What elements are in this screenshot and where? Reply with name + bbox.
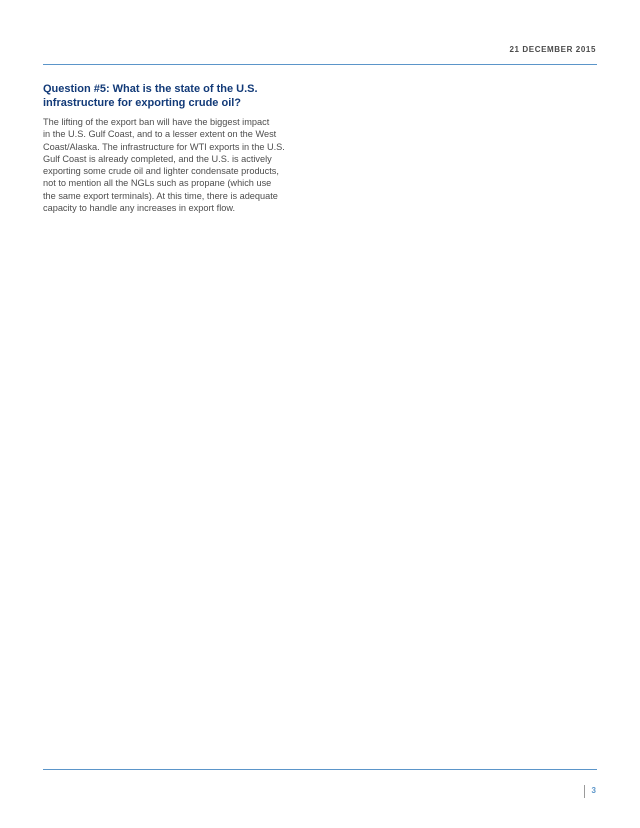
question-heading-line: Question #5: What is the state of the U.S.: [43, 83, 258, 95]
page-number: 3: [591, 786, 596, 795]
paragraph-line: capacity to handle any increases in export flow.: [43, 203, 236, 214]
header-divider: [43, 64, 597, 65]
paragraph-line: Coast/Alaska. The infrastructure for WTI exports in the U.S.: [43, 141, 285, 152]
paragraph-line: not to mention all the NGLs such as propane (which use: [43, 178, 272, 189]
paragraph-line: The lifting of the export ban will have the biggest impact: [43, 117, 270, 127]
paragraph-line: Gulf Coast is already completed, and the U.S. is actively: [43, 153, 272, 164]
report-date: 21 DECEMBER 2015: [509, 45, 596, 54]
question-heading-line: infrastructure for exporting crude oil?: [43, 96, 242, 109]
footer-divider: [43, 769, 597, 770]
page-number-separator: [584, 785, 585, 798]
paragraph-line: exporting some crude oil and lighter condensate products,: [43, 166, 279, 177]
answer-paragraph: [43, 116, 318, 214]
paragraph-line: the same export terminals). At this time, there is adequate: [43, 190, 278, 201]
paragraph-line: in the U.S. Gulf Coast, and to a lesser extent on the West: [43, 129, 277, 140]
question-heading: [43, 83, 343, 110]
